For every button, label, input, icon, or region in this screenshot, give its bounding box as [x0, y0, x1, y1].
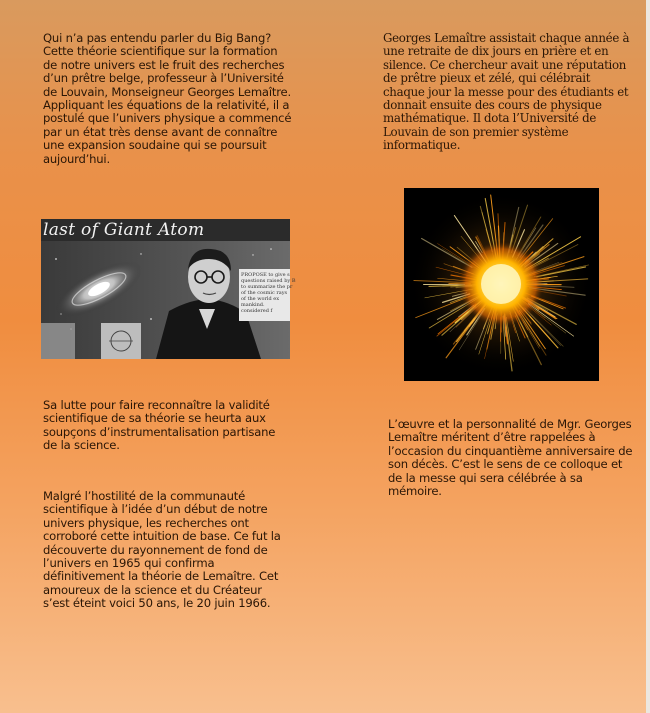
struggle-paragraph: Sa lutte pour faire reconnaître la validité scientifique de sa théorie se heurta aux soupçons d’instrumentalisation partisane de la science. — [43, 398, 276, 453]
retreat-paragraph: Georges Lemaître assistait chaque année à une retraite de dix jours en prière et en silence. Ce chercheur avait une réputation de prêtre pieux et zélé, qui célébrait chaque jour la messe pour des étudiants et donnait ensuite des cours de physique mathématique. Il dota l’Université de Louvain de son premier système informatique. — [383, 31, 630, 153]
lemaitre-photo — [41, 219, 296, 359]
photo-headline: last of Giant Atom — [43, 220, 205, 240]
confirmation-paragraph: Malgré l’hostilité de la communauté scientifique à l’idée d’un début de notre univers physique, les recherches ont corroboré cette intuition de base. Ce fut la découverte du rayonnement de fond de l’univers en 1965 qui confirma définitivement la théorie de Lemaître. Cet amoureux de la science et du Créateur s’est éteint voici 50 ans, le 20 juin 1966. — [43, 489, 281, 611]
big-bang-image — [404, 188, 599, 381]
photo-clipping-text: PROPOSE to give s questions raised by B to summarize the of the cosmic rays of the world ex mankind. considered f — [241, 272, 296, 314]
intro-paragraph: Qui n’a pas entendu parler du Big Bang? Cette théorie scientifique sur la formation de notre univers est le fruit des recherches d’un prêtre belge, professeur à l’Université de Louvain, Monseigneur Georges Lemaître. Appliquant les équations de la relativité, il a postulé que l’univers physique a commencé par un état très dense avant de connaître une expansion soudaine qui se poursuit aujourd’hui. — [43, 31, 292, 166]
homage-paragraph: L’œuvre et la personnalité de Mgr. Georges Lemaître méritent d’être rappelées à l’occasion du cinquantième anniversaire de son décès. C’est le sens de ce colloque et de la messe qui sera célébrée à sa mémoire. — [388, 417, 633, 499]
page-edge — [646, 0, 650, 713]
